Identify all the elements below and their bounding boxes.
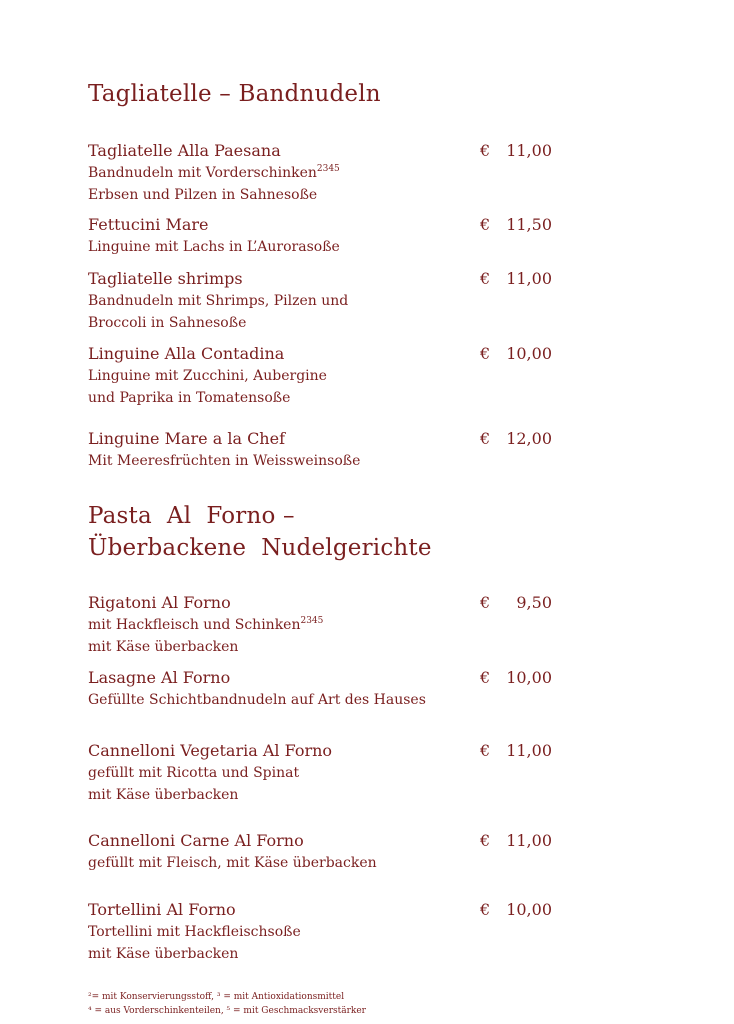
menu-item-name: Fettucini Mare — [88, 215, 209, 234]
currency-symbol: € — [480, 344, 491, 363]
menu-item-description: Bandnudeln mit Vorderschinken$^{2345}$ — [88, 164, 340, 181]
footnote-line: ²= mit Konservierungsstoff, ³ = mit Antioxidationsmittel — [88, 992, 345, 1002]
price-amount: 10,00 — [506, 900, 552, 919]
price-amount: 12,00 — [506, 429, 552, 448]
menu-item-price — [480, 343, 552, 365]
menu-item-description: mit Käse überbacken — [88, 787, 239, 803]
menu-item-price — [480, 899, 552, 921]
price-amount: 10,00 — [506, 344, 552, 363]
menu-item-description: Tortellini mit Hackfleischsoße — [88, 924, 301, 940]
menu-item-name: Tagliatelle shrimps — [88, 269, 243, 288]
menu-item-description: gefüllt mit Ricotta und Spinat — [88, 765, 300, 781]
menu-item-price — [480, 740, 552, 762]
currency-symbol: € — [480, 429, 491, 448]
currency-symbol: € — [480, 269, 491, 288]
section-title-pasta-al-forno — [88, 500, 432, 564]
menu-item-name: Cannelloni Vegetaria Al Forno — [88, 741, 333, 760]
allergen-codes: 2345 — [316, 164, 340, 174]
allergen-codes: 2345 — [300, 616, 324, 626]
section-title-line: Pasta Al Forno – — [88, 503, 295, 529]
price-amount: 11,00 — [506, 741, 552, 760]
price-amount: 10,00 — [506, 668, 552, 687]
menu-item-description: Broccoli in Sahnesoße — [88, 315, 247, 331]
price-amount: 11,00 — [506, 269, 552, 288]
menu-item-price — [480, 592, 552, 614]
menu-item-name: Linguine Alla Contadina — [88, 344, 285, 363]
menu-item-tagliatelle-alla-paesana — [88, 140, 568, 206]
section-title-line: Überbackene Nudelgerichte — [88, 535, 432, 561]
menu-item-price — [480, 268, 552, 290]
menu-item-fettucini-mare — [88, 214, 568, 258]
menu-item-name: Tortellini Al Forno — [88, 900, 236, 919]
menu-item-tortellini-al-forno — [88, 899, 568, 965]
menu-item-description: Linguine mit Zucchini, Aubergine — [88, 368, 327, 384]
menu-item-tagliatelle-shrimps — [88, 268, 568, 334]
menu-item-description: und Paprika in Tomatensoße — [88, 390, 291, 406]
menu-item-description: Erbsen und Pilzen in Sahnesoße — [88, 187, 318, 203]
menu-item-price — [480, 667, 552, 689]
menu-item-name: Rigatoni Al Forno — [88, 593, 231, 612]
menu-item-description: Linguine mit Lachs in L’Aurorasoße — [88, 239, 340, 255]
price-amount: 11,00 — [506, 831, 552, 850]
menu-item-name: Linguine Mare a la Chef — [88, 429, 285, 448]
price-amount: 11,00 — [506, 141, 552, 160]
menu-item-rigatoni-al-forno — [88, 592, 568, 658]
section-title-tagliatelle: Tagliatelle – Bandnudeln — [88, 81, 381, 107]
menu-item-price — [480, 428, 552, 450]
currency-symbol: € — [480, 215, 491, 234]
currency-symbol: € — [480, 141, 491, 160]
currency-symbol: € — [480, 831, 491, 850]
menu-item-description: Mit Meeresfrüchten in Weissweinsoße — [88, 453, 361, 469]
footnote-line: ⁴ = aus Vorderschinkenteilen, ⁵ = mit Geschmacksverstärker — [88, 1006, 366, 1016]
menu-item-name: Cannelloni Carne Al Forno — [88, 831, 304, 850]
menu-item-lasagne-al-forno — [88, 667, 568, 711]
currency-symbol: € — [480, 900, 491, 919]
menu-item-description: mit Käse überbacken — [88, 639, 239, 655]
currency-symbol: € — [480, 593, 491, 612]
menu-item-price — [480, 214, 552, 236]
currency-symbol: € — [480, 741, 491, 760]
menu-item-linguine-mare-a-la-chef — [88, 428, 568, 472]
menu-item-name: Lasagne Al Forno — [88, 668, 231, 687]
menu-item-description: mit Hackfleisch und Schinken$^{2345}$ — [88, 616, 324, 633]
menu-item-cannelloni-vegetaria — [88, 740, 568, 806]
menu-item-description: Gefüllte Schichtbandnudeln auf Art des Hauses — [88, 692, 426, 708]
currency-symbol: € — [480, 668, 491, 687]
menu-item-price — [480, 830, 552, 852]
price-amount: 9,50 — [516, 593, 552, 612]
menu-item-cannelloni-carne — [88, 830, 568, 874]
menu-item-price — [480, 140, 552, 162]
menu-item-linguine-alla-contadina — [88, 343, 568, 409]
footnotes — [88, 990, 366, 1018]
menu-item-description: gefüllt mit Fleisch, mit Käse überbacken — [88, 855, 377, 871]
menu-item-name: Tagliatelle Alla Paesana — [88, 141, 281, 160]
menu-item-description: Bandnudeln mit Shrimps, Pilzen und — [88, 293, 349, 309]
menu-item-description: mit Käse überbacken — [88, 946, 239, 962]
price-amount: 11,50 — [506, 215, 552, 234]
